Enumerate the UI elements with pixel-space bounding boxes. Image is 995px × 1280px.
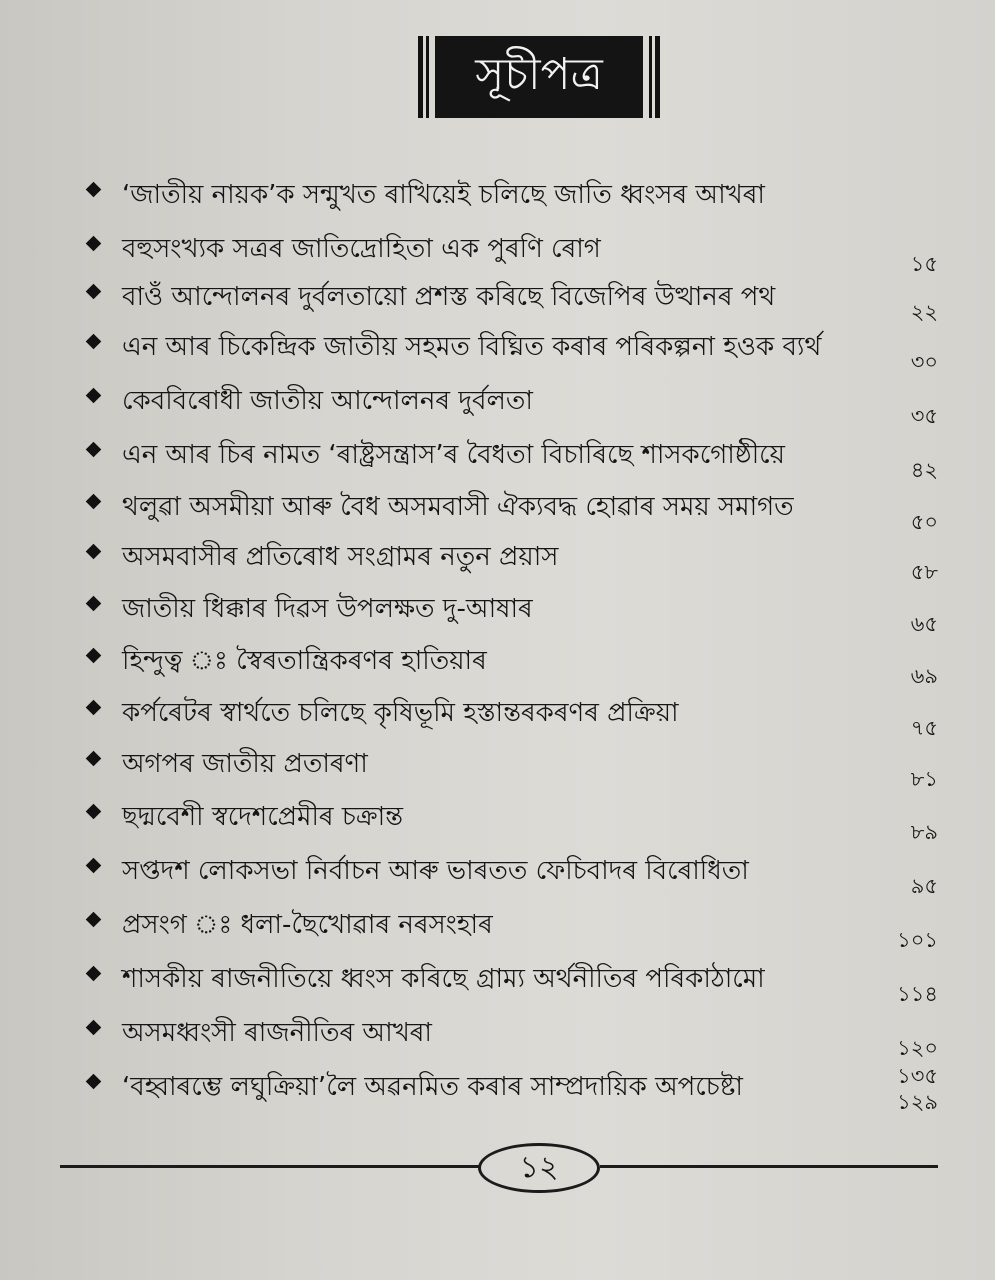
toc-page-number: ২২ bbox=[910, 300, 938, 324]
diamond-bullet-icon bbox=[86, 1020, 102, 1036]
toc-page-number: ১০১ bbox=[897, 928, 938, 952]
toc-entry-title: অগপৰ জাতীয় প্ৰতাৰণা bbox=[122, 749, 368, 779]
toc-entry-title: শাসকীয় ৰাজনীতিয়ে ধ্বংস কৰিছে গ্ৰাম্য অৰ্থনীতিৰ পৰিকাঠামো bbox=[122, 964, 765, 994]
toc-page-number: ৮৯ bbox=[910, 820, 938, 844]
title-bar-left-thin bbox=[426, 36, 429, 118]
toc-entry-title: ‘জাতীয় নায়ক’ক সন্মুখত ৰাখিয়েই চলিছে জাতি ধ্বংসৰ আখৰা bbox=[122, 180, 765, 210]
toc-page-number: ১২০ bbox=[897, 1036, 938, 1060]
diamond-bullet-icon bbox=[86, 804, 102, 820]
toc-page-number: ৮১ bbox=[910, 767, 938, 791]
toc-entry bbox=[78, 172, 938, 212]
diamond-bullet-icon bbox=[86, 966, 102, 982]
toc-entry bbox=[78, 324, 938, 374]
diamond-bullet-icon bbox=[86, 700, 102, 716]
toc-entry bbox=[78, 794, 938, 844]
toc-entry bbox=[78, 690, 938, 740]
toc-entry bbox=[78, 586, 938, 636]
toc-entry bbox=[78, 274, 938, 324]
diamond-bullet-icon bbox=[86, 388, 102, 404]
diamond-bullet-icon bbox=[86, 1074, 102, 1090]
diamond-bullet-icon bbox=[86, 751, 102, 767]
toc-entry bbox=[78, 638, 938, 688]
toc-entry-title: থলুৱা অসমীয়া আৰু বৈধ অসমবাসী ঐক্যবদ্ধ হোৱাৰ সময় সমাগত bbox=[122, 492, 794, 522]
toc-entry bbox=[78, 1064, 938, 1114]
toc-page-number: ৪২ bbox=[910, 458, 938, 482]
diamond-bullet-icon bbox=[86, 334, 102, 350]
diamond-bullet-icon bbox=[86, 182, 102, 198]
toc-entry-title: ‘বহ্বাৰম্ভে লঘুক্ৰিয়া’লৈ অৱনমিত কৰাৰ সাম্প্ৰদায়িক অপচেষ্টা bbox=[122, 1072, 743, 1102]
toc-entry bbox=[78, 902, 938, 952]
toc-page-number: ১১৪ bbox=[897, 982, 938, 1006]
toc-entry-title: এন আৰ চিৰ নামত ‘ৰাষ্ট্ৰসন্ত্ৰাস’ৰ বৈধতা বিচাৰিছে শাসকগোষ্ঠীয়ে bbox=[122, 440, 785, 470]
diamond-bullet-icon bbox=[86, 858, 102, 874]
toc-entry bbox=[78, 1010, 938, 1060]
toc-page-number: ৬৫ bbox=[910, 612, 938, 636]
toc-page-number: ১২৯ bbox=[897, 1090, 938, 1114]
toc-entry-title: অসমবাসীৰ প্ৰতিৰোধ সংগ্ৰামৰ নতুন প্ৰয়াস bbox=[122, 542, 559, 572]
diamond-bullet-icon bbox=[86, 912, 102, 928]
toc-entry-title: অসমধ্বংসী ৰাজনীতিৰ আখৰা bbox=[122, 1018, 432, 1048]
toc-page-number: ৩০ bbox=[910, 350, 938, 374]
title-bar-left bbox=[418, 36, 423, 118]
toc-entry bbox=[78, 848, 938, 898]
diamond-bullet-icon bbox=[86, 284, 102, 300]
footer-rule-left bbox=[60, 1165, 480, 1168]
diamond-bullet-icon bbox=[86, 236, 102, 252]
title-box bbox=[418, 36, 660, 118]
diamond-bullet-icon bbox=[86, 494, 102, 510]
footer-rule-right bbox=[600, 1165, 938, 1168]
toc-entry-title: হিন্দুত্ব ঃ স্বৈৰতান্ত্ৰিকৰণৰ হাতিয়াৰ bbox=[122, 646, 487, 676]
toc-entry-title: সপ্তদশ লোকসভা নিৰ্বাচন আৰু ভাৰতত ফেচিবাদৰ বিৰোধিতা bbox=[122, 856, 749, 886]
toc-entry-title: বাওঁ আন্দোলনৰ দুৰ্বলতায়ো প্ৰশস্ত কৰিছে বিজেপিৰ উত্থানৰ পথ bbox=[122, 282, 776, 312]
toc-entry-title: এন আৰ চিকেন্দ্ৰিক জাতীয় সহমত বিঘ্নিত কৰাৰ পৰিকল্পনা হওক ব্যৰ্থ bbox=[122, 332, 822, 362]
toc-entry-title: প্ৰসংগ ঃ ধলা-ছৈখোৱাৰ নৰসংহাৰ bbox=[122, 910, 493, 940]
toc-page-number: ৫০ bbox=[910, 510, 938, 534]
title-bar-right bbox=[655, 36, 660, 118]
toc-page-number: ১৫ bbox=[910, 252, 938, 276]
toc-entry-title: কেববিৰোধী জাতীয় আন্দোলনৰ দুৰ্বলতা bbox=[122, 386, 533, 416]
toc-entry bbox=[78, 534, 938, 584]
toc-page-number: ৩৫ bbox=[910, 404, 938, 428]
diamond-bullet-icon bbox=[86, 442, 102, 458]
page-folio: ১২ bbox=[478, 1143, 600, 1193]
toc-entry bbox=[78, 741, 938, 791]
toc-page-number: ৬৯ bbox=[910, 664, 938, 688]
toc-page-number: ৭৫ bbox=[910, 716, 938, 740]
toc-entry bbox=[78, 432, 938, 482]
toc-entry bbox=[78, 956, 938, 1006]
toc-page-number: ১৩৫ bbox=[897, 1064, 938, 1088]
toc-entry-title: জাতীয় ধিক্কাৰ দিৱস উপলক্ষত দু-আষাৰ bbox=[122, 594, 533, 624]
title-bar-right-thin bbox=[649, 36, 652, 118]
diamond-bullet-icon bbox=[86, 648, 102, 664]
toc-entry-title: বহুসংখ্যক সত্ৰৰ জাতিদ্ৰোহিতা এক পুৰণি ৰোগ bbox=[122, 234, 601, 264]
toc-page-number: ৫৮ bbox=[910, 560, 938, 584]
toc-entry bbox=[78, 226, 938, 276]
diamond-bullet-icon bbox=[86, 596, 102, 612]
toc-page-number: ৯৫ bbox=[910, 874, 938, 898]
toc-entry bbox=[78, 484, 938, 534]
toc-entry-title: কৰ্পৰেটৰ স্বাৰ্থতে চলিছে কৃষিভূমি হস্তান্তৰকৰণৰ প্ৰক্ৰিয়া bbox=[122, 698, 679, 728]
page-title: সূচীপত্ৰ bbox=[435, 36, 643, 118]
toc-entry-title: ছদ্মবেশী স্বদেশপ্ৰেমীৰ চক্ৰান্ত bbox=[122, 802, 404, 832]
diamond-bullet-icon bbox=[86, 544, 102, 560]
toc-entry bbox=[78, 378, 938, 428]
